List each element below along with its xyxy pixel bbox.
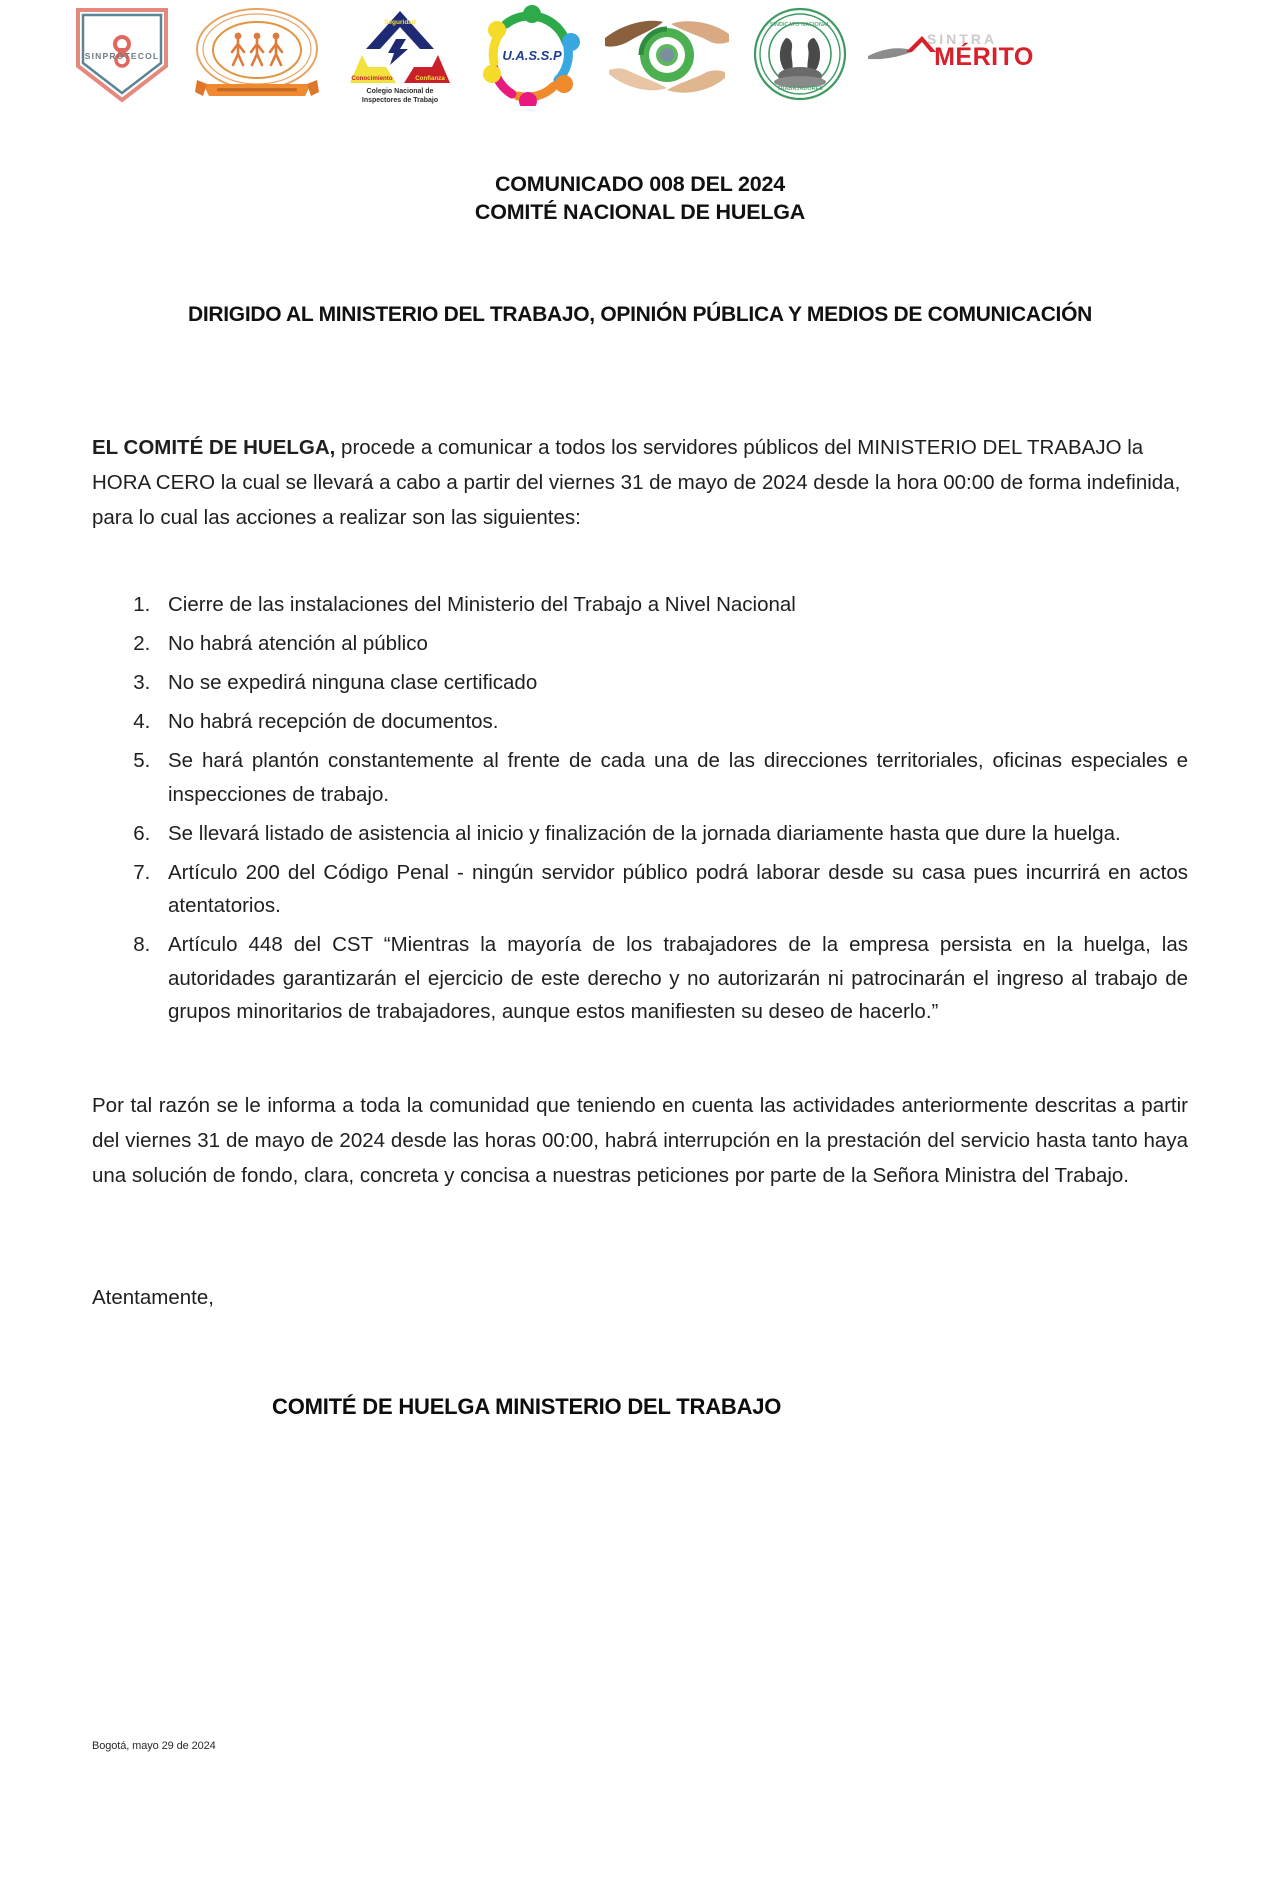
hands-green-circle-logo: [597, 2, 737, 106]
uasp-logo: [467, 2, 597, 106]
svg-text:TRABAJADORES: TRABAJADORES: [776, 86, 823, 92]
footer-date-note: Bogotá, mayo 29 de 2024: [92, 1740, 216, 1752]
list-item: 3. No se expedirá ninguna clase certificado: [156, 666, 1188, 699]
closing-paragraph: Por tal razón se le informa a toda la comunidad que teniendo en cuenta las actividades anteriormente descritas a partir del viernes 31 de mayo de 2024 desde las horas 00:00, habrá interrupción en la prestación del servicio hasta tanto haya una solución de fondo, clara, concreta y concisa a nuestras peticiones por parte de la Señora Ministra del Trabajo.: [92, 1093, 1188, 1188]
page-title: [92, 170, 1188, 227]
lead-bold-text: EL COMITÉ DE HUELGA,: [92, 435, 336, 459]
list-item: 2. No habrá atención al público: [156, 627, 1188, 660]
svg-text:Colegio Nacional de: Colegio Nacional de: [366, 88, 433, 95]
list-item: 8. Artículo 448 del CST “Mientras la mayoría de los trabajadores de la empresa persista en la huelga, las autoridades garantizarán el ejercicio de este derecho y no autorizarán ni patrocinarán el ingreso al trabajo de grupos minoritarios de trabajadores, aunque estos manifiesten su deseo de hacerlo.”: [156, 928, 1188, 1028]
addressed-to-heading: DIRIGIDO AL MINISTERIO DEL TRABAJO, OPINIÓN PÚBLICA Y MEDIOS DE COMUNICACIÓN: [188, 302, 1092, 326]
svg-text:Seguridad: Seguridad: [383, 19, 416, 26]
green-seal-logo: [737, 2, 862, 106]
hands-circle-icon: [601, 4, 733, 104]
triangle-arrows-icon: [336, 3, 464, 105]
list-item: 4. No habrá recepción de documentos.: [156, 705, 1188, 738]
list-item: 5. Se hará plantón constantemente al frente de cada una de las direcciones territoriales, oficinas especiales e inspecciones de trabajo.: [156, 744, 1188, 810]
lead-rest-text: procede a comunicar a todos los servidores públicos del MINISTERIO DEL TRABAJO la HORA CERO la cual se llevará a cabo a partir del viernes 31 de mayo de 2024 desde la hora 00:00 de forma indefinida, para lo cual las acciones a realizar son las siguientes:: [92, 435, 1181, 530]
sinprotecol-shield-icon: [68, 4, 176, 104]
list-item: 1. Cierre de las instalaciones del Ministerio del Trabajo a Nivel Nacional: [156, 588, 1188, 621]
title-line-1: COMUNICADO 008 DEL 2024: [494, 172, 786, 196]
svg-text:SINTRA: SINTRA: [926, 31, 998, 47]
list-item: 7. Artículo 200 del Código Penal - ningún servidor público podrá laborar desde su casa pues incurrirá en actos atentatorios.: [156, 856, 1188, 922]
svg-text:Inspectores de Trabajo: Inspectores de Trabajo: [361, 97, 438, 104]
actions-list: [92, 588, 1188, 1028]
seal-icon: [748, 4, 852, 104]
document-body: [0, 108, 1280, 1442]
sign-off-text: Atentamente,: [92, 1285, 214, 1309]
logo-strip: [62, 0, 1182, 108]
lead-paragraph: [92, 430, 1188, 536]
signature-block: COMITÉ DE HUELGA MINISTERIO DEL TRABAJO: [272, 1393, 782, 1419]
sintra-merito-logo: [862, 2, 1052, 106]
svg-text:Conocimiento: Conocimiento: [350, 75, 393, 82]
svg-text:SINPROTECOL: SINPROTECOL: [84, 51, 160, 61]
title-line-2: COMITÉ NACIONAL DE HUELGA: [474, 200, 806, 225]
oval-ribbon-icon: [187, 4, 327, 104]
svg-text:U.A.S.S.P: U.A.S.S.P: [502, 48, 562, 63]
sintra-merito-wordmark-icon: [866, 18, 1048, 90]
list-item: 6. Se llevará listado de asistencia al inicio y finalización de la jornada diariamente hasta que dure la huelga.: [156, 817, 1188, 850]
svg-text:Confianza: Confianza: [414, 75, 445, 82]
svg-text:SINDICATO NACIONAL: SINDICATO NACIONAL: [769, 22, 830, 28]
oval-ribbon-logo: [182, 2, 332, 106]
people-circle-icon: [472, 2, 592, 106]
colegio-nacional-inspectores-logo: [332, 2, 467, 106]
svg-text:MÉRITO: MÉRITO: [934, 43, 1034, 71]
sinprotecol-logo: [62, 2, 182, 106]
